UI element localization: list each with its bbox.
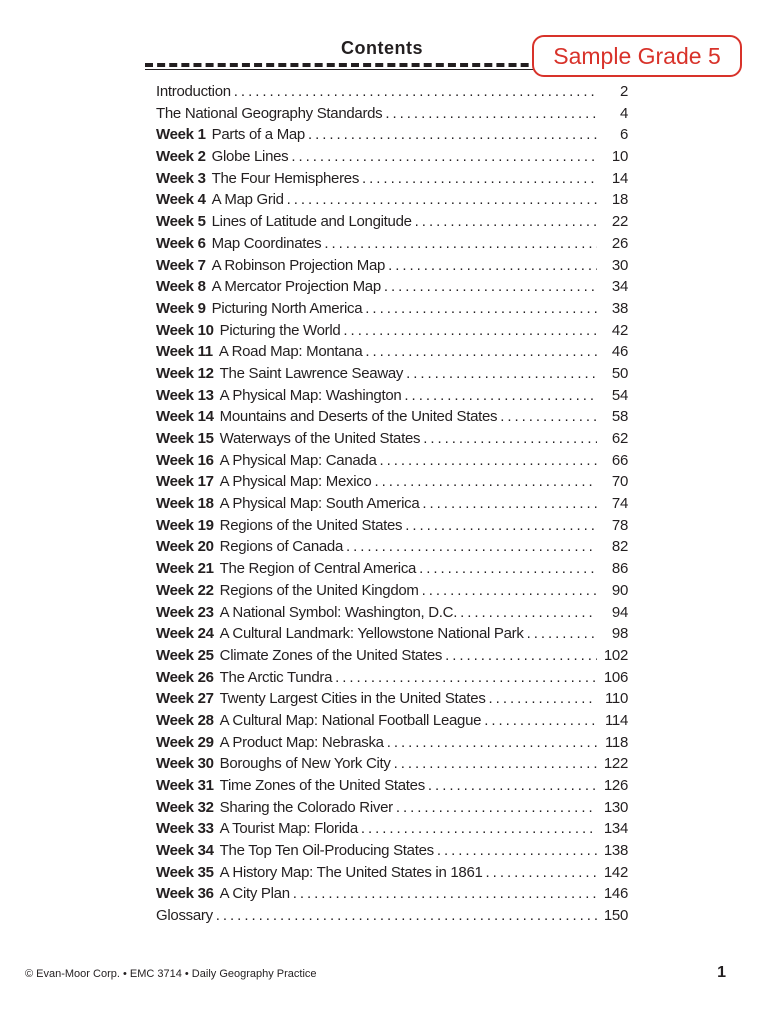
page-number: 1 [717,964,726,981]
toc-entry-title: Introduction [156,83,231,100]
toc-entry [156,604,628,626]
toc-week-label: Week 18 [156,495,214,513]
toc-dot-leader [234,83,597,100]
toc-dot-leader [500,408,597,425]
toc-week-label: Week 33 [156,820,214,838]
toc-week-label: Week 17 [156,473,214,491]
toc-week-label: Week 35 [156,863,214,881]
toc-page-number: 50 [611,364,628,382]
toc-week-label: Week 30 [156,755,214,773]
toc-entry-title: Climate Zones of the United States [219,646,443,664]
toc-entry-title: A Physical Map: Mexico [219,473,372,491]
toc-entry [156,452,628,474]
toc-entry [156,842,628,864]
toc-entry-title: A Tourist Map: Florida [219,820,358,838]
toc-entry [156,170,628,192]
toc-dot-leader [404,387,597,404]
toc-week-label: Week 20 [156,538,214,556]
toc-entry [156,83,628,105]
toc-week-label: Week 28 [156,711,214,729]
toc-week-label: Week 23 [156,603,214,621]
toc-entry-title: A Road Map: Montana [218,343,363,361]
toc-week-label: Week 11 [156,343,213,361]
header-rule [145,69,565,70]
toc-week-label: Week 26 [156,668,214,686]
toc-page-number: 146 [603,885,628,903]
contents-header [145,38,740,74]
toc-entry-title: The Four Hemispheres [211,169,360,187]
toc-week-label: Week 12 [156,364,214,382]
toc-page-number: 14 [611,169,628,187]
toc-dot-leader [437,842,597,859]
toc-entry-title: Parts of a Map [211,126,305,144]
toc-entry-title: A City Plan [219,885,290,903]
toc-entry-title: The Top Ten Oil-Producing States [219,842,434,860]
toc-page-number: 74 [611,495,628,513]
header-dashed-rule [145,63,565,67]
toc-week-label: Week 34 [156,842,214,860]
toc-page-number: 46 [611,343,628,361]
toc-week-label: Week 10 [156,321,214,339]
toc-page-number: 42 [611,321,628,339]
toc-page-number: 78 [611,516,628,534]
toc-entry-title: Waterways of the United States [219,430,421,447]
toc-entry-title: Twenty Largest Cities in the United States [219,690,486,708]
toc-week-label: Week 25 [156,646,214,664]
toc-entry [156,191,628,213]
toc-page-number: 6 [619,126,628,144]
toc-week-label: Week 29 [156,733,214,751]
toc-entry-title: The National Geography Standards [156,104,383,122]
toc-dot-leader [422,495,597,512]
toc-entry [156,387,628,409]
toc-page-number: 22 [611,213,628,231]
toc-entry-title: The Arctic Tundra [219,668,333,686]
toc-entry [156,690,628,712]
table-of-contents [156,83,628,929]
toc-page-number: 2 [619,83,628,100]
toc-week-label: Week 14 [156,408,214,426]
toc-dot-leader [384,278,597,295]
toc-page-number: 102 [603,646,628,664]
toc-entry-title: A Mercator Projection Map [211,278,381,296]
toc-entry [156,538,628,560]
toc-entry-title: Regions of the United Kingdom [219,581,419,599]
toc-week-label: Week 7 [156,256,206,274]
toc-entry [156,105,628,127]
toc-page-number: 110 [604,690,628,708]
toc-entry [156,257,628,279]
toc-entry [156,343,628,365]
toc-entry-title: A Physical Map: South America [219,495,420,513]
toc-entry [156,885,628,907]
toc-entry [156,864,628,886]
toc-entry-title: Mountains and Deserts of the United States [219,408,498,426]
toc-dot-leader [406,365,597,382]
toc-page-number: 122 [603,755,628,773]
toc-week-label: Week 15 [156,430,214,447]
toc-page-number: 94 [611,603,628,621]
toc-entry [156,365,628,387]
toc-page-number: 90 [611,581,628,599]
toc-entry [156,213,628,235]
toc-week-label: Week 5 [156,213,206,231]
toc-entry-title: Regions of the United States [219,516,403,534]
toc-entry [156,517,628,539]
toc-dot-leader [380,452,598,469]
toc-page-number: 82 [611,538,628,556]
toc-entry-title: The Saint Lawrence Seaway [219,364,404,382]
page-title: Contents [335,38,429,59]
toc-week-label: Week 16 [156,451,214,469]
toc-entry-title: Map Coordinates [211,234,322,252]
toc-week-label: Week 4 [156,191,206,209]
toc-page-number: 34 [611,278,628,296]
toc-entry-title: A Physical Map: Canada [219,451,377,469]
toc-entry-title: A Product Map: Nebraska [219,733,384,751]
toc-dot-leader [335,669,597,686]
toc-page-number: 142 [603,863,628,881]
toc-entry [156,820,628,842]
toc-dot-leader [486,864,597,881]
toc-page-number: 30 [611,256,628,274]
toc-entry [156,300,628,322]
toc-page-number: 114 [604,711,628,729]
toc-page-number: 134 [603,820,628,838]
toc-dot-leader [422,582,597,599]
toc-page-number: 130 [603,798,628,816]
toc-dot-leader [489,690,597,707]
toc-week-label: Week 24 [156,625,214,643]
toc-dot-leader [527,625,597,642]
toc-dot-leader [394,755,597,772]
toc-dot-leader [287,191,597,208]
toc-week-label: Week 22 [156,581,214,599]
toc-entry-title: The Region of Central America [219,560,417,578]
toc-week-label: Week 31 [156,777,214,794]
toc-week-label: Week 8 [156,278,206,296]
toc-entry [156,625,628,647]
toc-entry-title: A History Map: The United States in 1861 [219,863,483,881]
toc-page-number: 106 [603,668,628,686]
toc-dot-leader [423,430,597,447]
toc-dot-leader [293,885,597,902]
toc-dot-leader [365,300,597,317]
toc-entry [156,647,628,669]
toc-page-number: 58 [611,408,628,426]
toc-entry [156,430,628,452]
toc-entry [156,148,628,170]
toc-page-number: 26 [611,234,628,252]
toc-page-number: 18 [611,191,628,209]
toc-entry-title: Globe Lines [211,148,289,166]
toc-week-label: Week 1 [156,126,206,144]
footer-copyright: © Evan-Moor Corp. • EMC 3714 • Daily Geography Practice [25,968,317,980]
toc-entry-title: Picturing North America [211,299,363,317]
toc-page-number: 86 [611,560,628,578]
toc-entry-title: Sharing the Colorado River [219,798,393,816]
toc-dot-leader [419,560,597,577]
toc-week-label: Week 27 [156,690,214,708]
toc-page-number: 98 [611,625,628,643]
toc-dot-leader [374,473,597,490]
toc-entry-title: Glossary [156,907,213,925]
toc-page-number: 138 [603,842,628,860]
toc-entry-title: A National Symbol: Washington, D.C. [219,603,458,621]
toc-dot-leader [343,322,597,339]
toc-dot-leader [445,647,597,664]
toc-dot-leader [388,257,597,274]
toc-page-number: 126 [603,777,628,794]
toc-entry-title: A Cultural Map: National Football League [219,711,482,729]
toc-dot-leader [308,126,597,143]
toc-entry-title: A Robinson Projection Map [211,256,386,274]
toc-dot-leader [385,105,597,122]
toc-dot-leader [405,517,597,534]
toc-entry-title: A Cultural Landmark: Yellowstone National Park [219,625,524,643]
toc-entry [156,777,628,799]
toc-entry-title: Regions of Canada [219,538,343,556]
toc-dot-leader [216,907,597,924]
toc-page-number: 4 [619,104,628,122]
toc-page-number: 10 [611,148,628,166]
toc-page-number: 38 [611,299,628,317]
toc-week-label: Week 9 [156,299,206,317]
toc-week-label: Week 19 [156,516,214,534]
toc-dot-leader [324,235,597,252]
toc-entry [156,907,628,929]
toc-week-label: Week 6 [156,234,206,252]
toc-dot-leader [396,799,597,816]
toc-dot-leader [460,604,597,621]
toc-page-number: 66 [611,451,628,469]
toc-entry [156,126,628,148]
toc-entry [156,755,628,777]
toc-entry [156,322,628,344]
toc-dot-leader [346,538,597,555]
sample-badge: Sample Grade 5 [532,35,742,77]
toc-page-number: 118 [604,733,628,751]
toc-entry [156,235,628,257]
toc-week-label: Week 2 [156,148,206,166]
toc-dot-leader [415,213,597,230]
toc-entry [156,712,628,734]
toc-dot-leader [365,343,597,360]
toc-entry [156,473,628,495]
toc-entry [156,278,628,300]
toc-entry-title: A Physical Map: Washington [219,386,402,404]
toc-entry-title: Time Zones of the United States [219,777,425,794]
toc-entry [156,799,628,821]
toc-dot-leader [291,148,597,165]
toc-week-label: Week 32 [156,798,214,816]
toc-dot-leader [484,712,597,729]
toc-entry [156,582,628,604]
toc-page-number: 62 [611,430,628,447]
toc-page-number: 150 [603,907,628,925]
toc-entry [156,408,628,430]
toc-entry [156,669,628,691]
toc-entry-title: Boroughs of New York City [219,755,391,773]
toc-page-number: 70 [611,473,628,491]
toc-entry [156,495,628,517]
toc-week-label: Week 3 [156,169,206,187]
toc-dot-leader [361,820,597,837]
toc-dot-leader [362,170,597,187]
toc-week-label: Week 21 [156,560,214,578]
toc-week-label: Week 36 [156,885,214,903]
toc-week-label: Week 13 [156,386,214,404]
toc-entry-title: Lines of Latitude and Longitude [211,213,412,231]
toc-page-number: 54 [611,386,628,404]
toc-entry [156,734,628,756]
toc-entry-title: A Map Grid [211,191,284,209]
toc-entry-title: Picturing the World [219,321,341,339]
toc-entry [156,560,628,582]
toc-dot-leader [428,777,597,794]
toc-dot-leader [387,734,597,751]
